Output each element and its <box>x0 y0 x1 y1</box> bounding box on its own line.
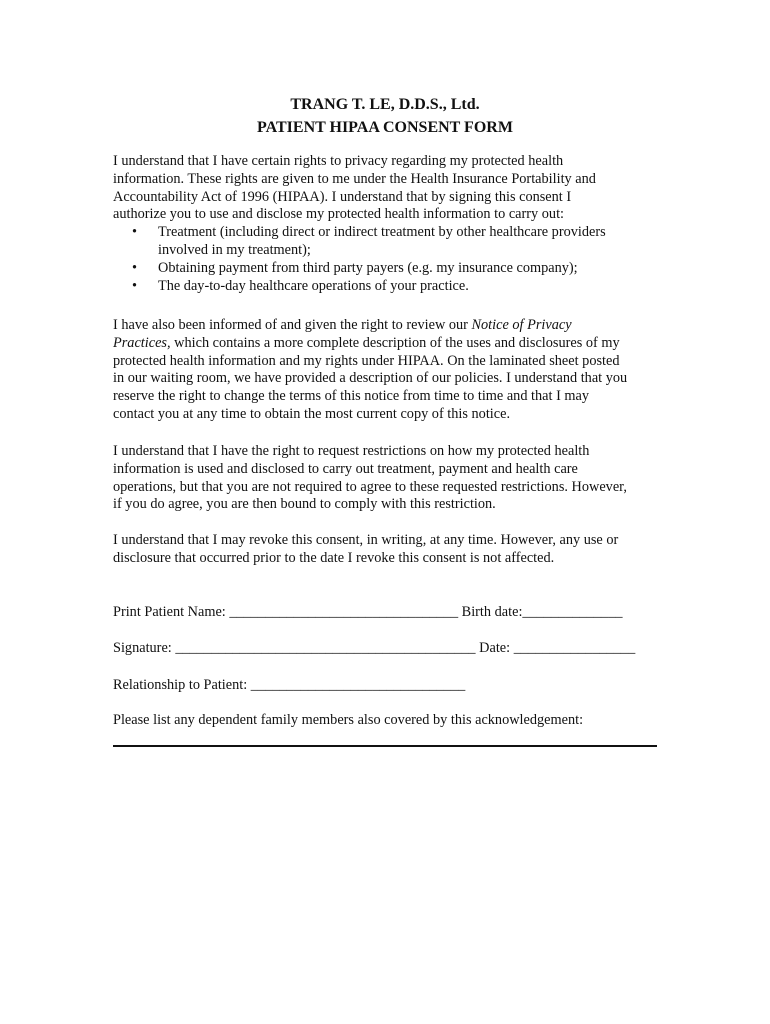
birth-date-field[interactable]: ______________ <box>522 604 623 620</box>
date-field[interactable]: _________________ <box>513 640 636 656</box>
paragraph-line: disclosure that occurred prior to the date I revoke this consent is not affected. <box>113 549 555 566</box>
paragraph-line: in our waiting room, we have provided a description of our policies. I understand that you <box>113 370 628 387</box>
practice-name-heading: TRANG T. LE, D.D.S., Ltd. <box>290 96 480 113</box>
relationship-row <box>113 676 465 694</box>
list-item-payment <box>113 260 673 278</box>
bullet-icon: • <box>132 259 138 276</box>
authorized-uses-list <box>113 224 673 295</box>
paragraph-line: authorize you to use and disclose my protected health information to carry out: <box>113 206 565 223</box>
dependents-entry-line[interactable] <box>113 745 657 747</box>
patient-name-field[interactable]: ________________________________ <box>229 604 459 620</box>
paragraph-line <box>113 317 673 335</box>
revocation-paragraph <box>113 532 673 568</box>
privacy-rights-paragraph <box>113 153 673 295</box>
notice-title-italic: Notice of Privacy <box>471 317 572 333</box>
paragraph-text: I have also been informed of and given the right to review our <box>113 317 472 333</box>
restrictions-paragraph <box>113 443 673 514</box>
bullet-icon: • <box>132 277 138 294</box>
birth-date-label: Birth date: <box>458 604 523 620</box>
paragraph-line <box>113 335 673 353</box>
signature-row <box>113 639 635 657</box>
paragraph-line: information. These rights are given to me under the Health Insurance Portability and <box>113 170 596 187</box>
paragraph-line: operations, but that you are not required to agree to these requested restrictions. However, <box>113 478 627 495</box>
date-label: Date: <box>475 640 514 656</box>
paragraph-text: which contains a more complete description of the uses and disclosures of my <box>170 334 620 351</box>
signature-field[interactable]: __________________________________________ <box>175 640 476 656</box>
form-title-heading: PATIENT HIPAA CONSENT FORM <box>257 119 513 136</box>
relationship-label: Relationship to Patient: <box>113 677 251 693</box>
signature-label: Signature: <box>113 640 176 656</box>
paragraph-line: reserve the right to change the terms of this notice from time to time and that I may <box>113 388 590 405</box>
paragraph-line: I understand that I may revoke this consent, in writing, at any time. However, any use or <box>113 532 619 548</box>
list-item-text: Treatment (including direct or indirect treatment by other healthcare providers <box>158 224 606 241</box>
list-item-text: involved in my treatment); <box>158 241 311 258</box>
list-item-operations <box>113 278 673 296</box>
list-item-text: The day-to-day healthcare operations of your practice. <box>158 277 469 294</box>
patient-name-row <box>113 603 623 621</box>
paragraph-line: protected health information and my rights under HIPAA. On the laminated sheet posted <box>113 352 620 369</box>
patient-name-label: Print Patient Name: <box>113 604 230 620</box>
dependents-prompt: Please list any dependent family members also covered by this acknowledgement: <box>113 712 584 728</box>
paragraph-line: I understand that I have the right to request restrictions on how my protected health <box>113 443 590 459</box>
paragraph-line: if you do agree, you are then bound to comply with this restriction. <box>113 496 496 513</box>
paragraph-line: I understand that I have certain rights to privacy regarding my protected health <box>113 153 564 169</box>
notice-title-italic: Practices, <box>113 334 171 351</box>
list-item-treatment <box>113 224 673 260</box>
paragraph-line: Accountability Act of 1996 (HIPAA). I understand that by signing this consent I <box>113 188 572 205</box>
relationship-field[interactable]: ______________________________ <box>250 677 466 693</box>
list-item-text: Obtaining payment from third party payers (e.g. my insurance company); <box>158 259 578 276</box>
privacy-notice-paragraph <box>113 317 673 424</box>
paragraph-line: information is used and disclosed to carry out treatment, payment and health care <box>113 460 578 477</box>
bullet-icon: • <box>132 224 138 241</box>
paragraph-line: contact you at any time to obtain the most current copy of this notice. <box>113 405 511 422</box>
